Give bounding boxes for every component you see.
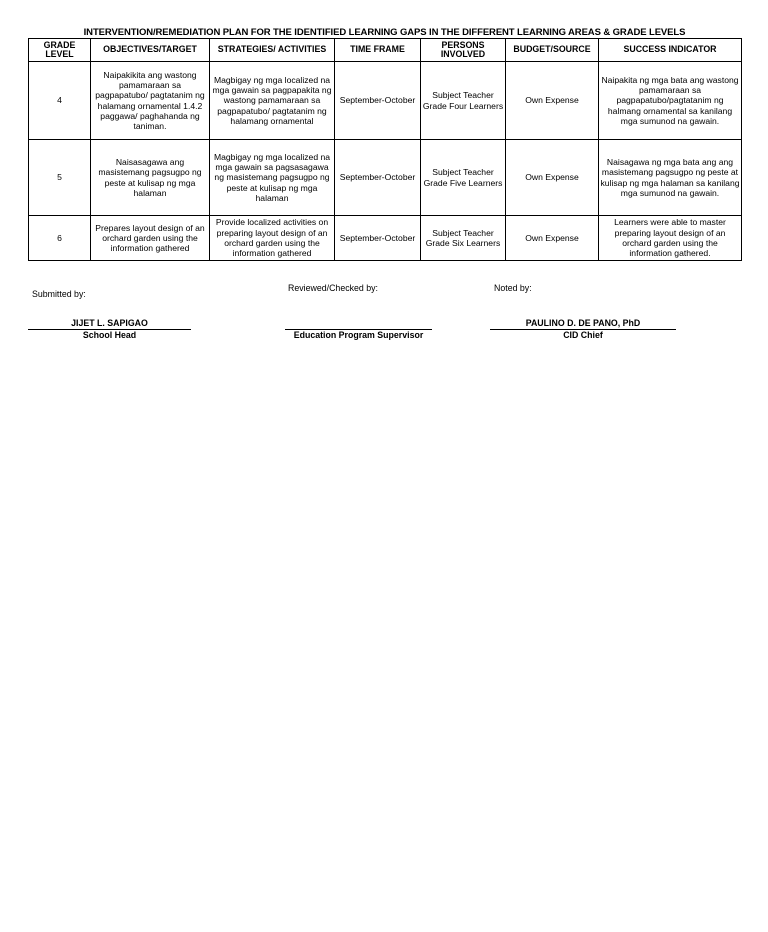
reviewed-by-role: Education Program Supervisor <box>285 329 432 340</box>
noted-by-name: PAULINO D. DE PANO, PhD <box>525 318 641 328</box>
objectives-cell: Prepares layout design of an orchard garden using the information gathered <box>91 216 210 261</box>
indicator-cell: Naisagawa ng mga bata ang ang masistemang pagsugpo ng peste at kulisap ng mga halaman sa kanilang mga sumunod na gawain. <box>599 140 742 216</box>
time-frame-cell: September-October <box>335 216 421 261</box>
submitted-by-label: Submitted by: <box>32 289 86 299</box>
document-title: INTERVENTION/REMEDIATION PLAN FOR THE IDENTIFIED LEARNING GAPS IN THE DIFFERENT LEARNING AREAS & GRADE LEVELS <box>83 27 686 38</box>
grade-cell: 6 <box>29 216 91 261</box>
reviewed-by-label: Reviewed/Checked by: <box>288 283 378 293</box>
grade-cell: 5 <box>29 140 91 216</box>
strategies-cell: Provide localized activities on preparing layout design of an orchard garden using the information gathered <box>210 216 335 261</box>
strategies-cell: Magbigay ng mga localized na mga gawain sa pagpapakita ng wastong pamamaraan sa pagpapatubo/ pagtatanim ng halamang ornamental <box>210 62 335 140</box>
header-persons-involved: PERSONS INVOLVED <box>421 39 506 62</box>
budget-cell: Own Expense <box>506 216 599 261</box>
strategies-cell: Magbigay ng mga localized na mga gawain sa pagsasagawa ng masistemang pagsugpo ng peste at kulisap ng mga halaman <box>210 140 335 216</box>
indicator-cell: Naipakita ng mga bata ang wastong pamamaraan sa pagpapatubo/pagtatanim ng halmang ornamental sa kanilang mga sumunod na gawain. <box>599 62 742 140</box>
noted-by-role: CID Chief <box>490 329 676 340</box>
time-frame-cell: September-October <box>335 140 421 216</box>
persons-cell: Subject Teacher Grade Six Learners <box>421 216 506 261</box>
header-time-frame: TIME FRAME <box>335 39 421 62</box>
indicator-cell: Learners were able to master preparing layout design of an orchard garden using the information gathered. <box>599 216 742 261</box>
table-row <box>29 216 742 261</box>
plan-table <box>28 38 742 261</box>
noted-by-label: Noted by: <box>494 283 532 293</box>
header-objectives: OBJECTIVES/TARGET <box>91 39 210 62</box>
submitted-by-role: School Head <box>28 329 191 340</box>
submitted-by-name: JIJET L. SAPIGAO <box>71 318 148 328</box>
header-success-indicator: SUCCESS INDICATOR <box>599 39 742 62</box>
persons-cell: Subject Teacher Grade Five Learners <box>421 140 506 216</box>
budget-cell: Own Expense <box>506 62 599 140</box>
persons-cell: Subject Teacher Grade Four Learners <box>421 62 506 140</box>
objectives-cell: Naisasagawa ang masistemang pagsugpo ng peste at kulisap ng mga halaman <box>91 140 210 216</box>
header-strategies: STRATEGIES/ ACTIVITIES <box>210 39 335 62</box>
table-row <box>29 140 742 216</box>
grade-cell: 4 <box>29 62 91 140</box>
table-row <box>29 62 742 140</box>
time-frame-cell: September-October <box>335 62 421 140</box>
header-grade-level: GRADE LEVEL <box>29 39 91 62</box>
budget-cell: Own Expense <box>506 140 599 216</box>
header-budget-source: BUDGET/SOURCE <box>506 39 599 62</box>
objectives-cell: Naipakikita ang wastong pamamaraan sa pagpapatubo/ pagtatanim ng halamang ornamental 1.4.2 paggawa/ paghahanda ng taniman. <box>91 62 210 140</box>
table-header-row <box>29 39 742 62</box>
